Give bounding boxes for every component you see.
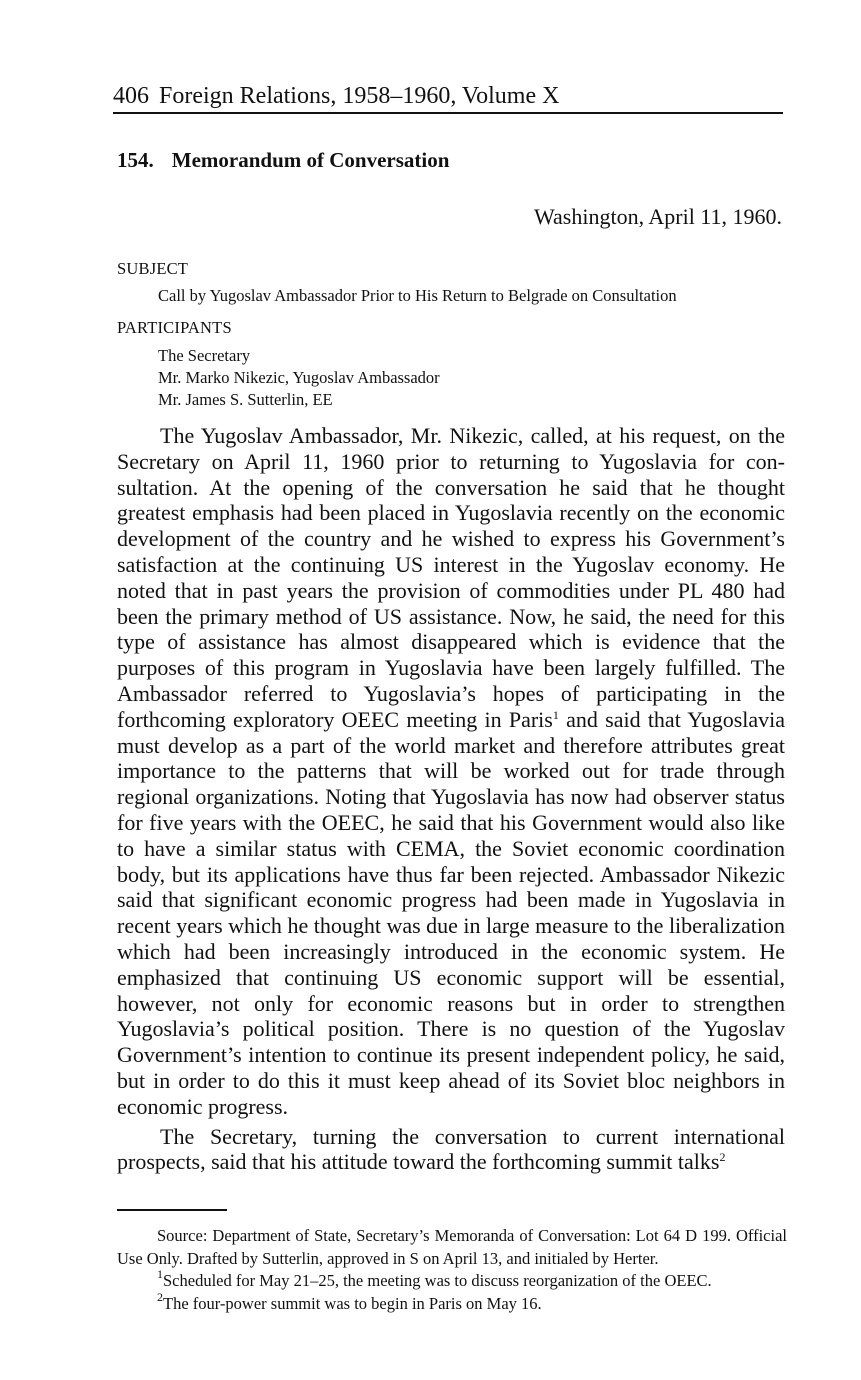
- footnote-reference: 1: [552, 707, 559, 722]
- header-rule: [113, 112, 783, 114]
- paragraph-text: and said that Yugoslavia must develop as a part of the world market and therefore attributes great importance to the patterns that will be worked out for trade through regional organizations. Noting that Yugoslavia has now had observer status for five years with the OEEC, he said that his Government would also like to have a similar status with CEMA, the Soviet economic coordination body, but its applications have thus far been rejected. Ambassador Nikezic said that significant economic progress had been made in Yugoslavia in recent years which he thought was due in large measure to the liberalization which had been increasingly introduced in the economic system. He emphasized that continuing US economic support will be essential, however, not only for economic reasons but in order to strengthen Yugoslavia’s political position. There is no question of the Yugoslav Government’s intention to continue its present independent policy, he said, but in order to do this it must keep ahead of its Soviet bloc neighbors in economic progress.: [117, 706, 786, 1119]
- body-paragraph: [117, 1124, 785, 1176]
- participant-item: Mr. Marko Nikezic, Yugoslav Ambassador: [158, 368, 440, 387]
- running-head: [113, 80, 783, 112]
- document-title-text: Memorandum of Conversation: [171, 148, 450, 172]
- paragraph-text: The Yugoslav Ambassador, Mr. Nikezic, called, at his request, on the Secretary on April 11, 1960 prior to returning to Yugoslavia for consultation. At the opening of the conversation he said that he thought greatest emphasis had been placed in Yugoslavia recently on the economic development of the country and he wished to express his Government’s satisfaction at the continuing US interest in the Yugoslav economy. He noted that in past years the provision of commodities under PL 480 had been the primary method of US assistance. Now, he said, the need for this type of assistance has almost disappeared which is evidence that the purposes of this program in Yugoslavia have been largely fulfilled. The Ambassador referred to Yugoslavia’s hopes of participating in the forthcoming exploratory OEEC meeting in Paris: [117, 423, 785, 732]
- participant-item: The Secretary: [158, 346, 251, 365]
- footnote-text: The four-power summit was to begin in Paris on May 16.: [163, 1293, 542, 1313]
- footnote-reference: 2: [719, 1150, 726, 1165]
- footnote-marker: 1: [157, 1267, 163, 1281]
- document-title: [117, 146, 449, 174]
- footnotes: [117, 1225, 787, 1315]
- dateline: Washington, April 11, 1960.: [534, 204, 782, 229]
- body-paragraph: [117, 423, 785, 1120]
- footnote: [117, 1289, 787, 1316]
- book-title: Foreign Relations, 1958–1960, Volume X: [159, 83, 560, 109]
- participants-label: PARTICIPANTS: [117, 318, 232, 337]
- paragraph-text: The Secretary, turning the conversation to current international prospects, said that his attitude toward the forthcoming summit talks: [117, 1123, 785, 1175]
- participant-item: Mr. James S. Sutterlin, EE: [158, 390, 333, 409]
- footnote: [117, 1267, 787, 1293]
- footnote-marker: 2: [157, 1289, 163, 1304]
- page-number: 406: [113, 83, 149, 109]
- memorandum-body: [117, 423, 785, 1175]
- footnote-rule: [117, 1209, 227, 1211]
- footnote-text: Scheduled for May 21–25, the meeting was to discuss reorganization of the OEEC.: [163, 1271, 712, 1290]
- source-note: Source: Department of State, Secretary’s Memoranda of Conversation: Lot 64 D 199. Official Use Only. Drafted by Sutterlin, approved in S on April 13, and initialed by Herter.: [117, 1226, 787, 1268]
- document-number: 154.: [117, 148, 154, 172]
- subject-text: Call by Yugoslav Ambassador Prior to His Return to Belgrade on Consultation: [158, 286, 677, 305]
- subject-label: SUBJECT: [117, 259, 189, 278]
